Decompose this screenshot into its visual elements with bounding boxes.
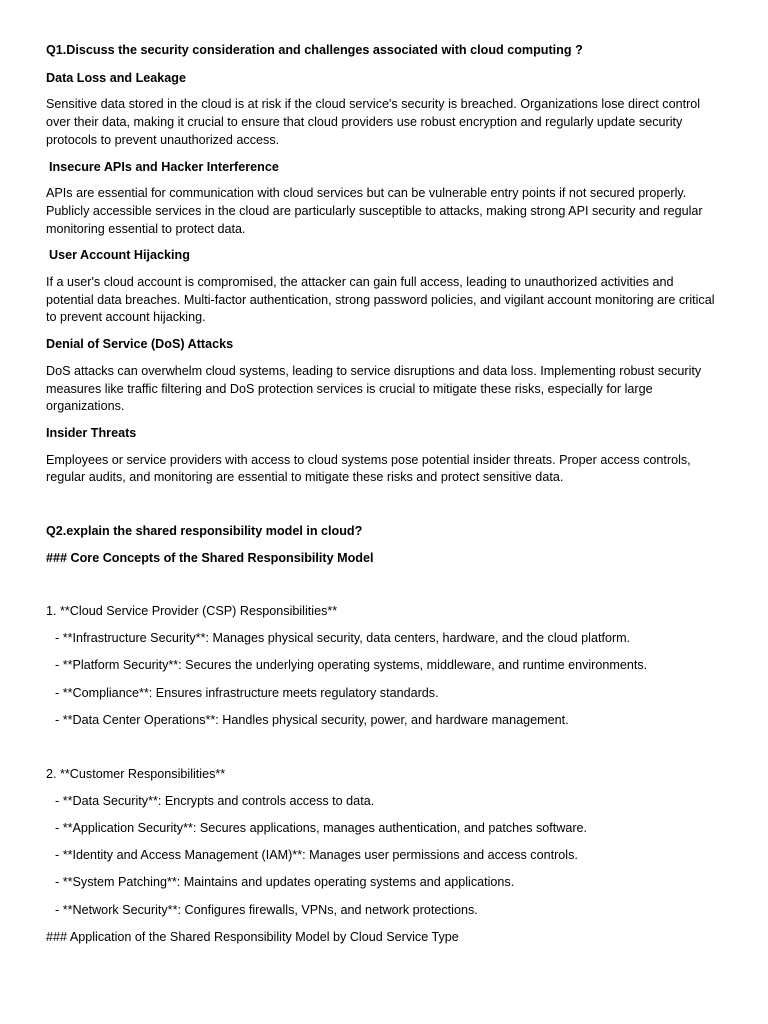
q1-section-insecure-apis (46, 159, 724, 239)
list-item: - **Platform Security**: Secures the underlying operating systems, middleware, and runtime environments. (55, 658, 648, 673)
list-item: - **Data Center Operations**: Handles physical security, power, and hardware management. (55, 712, 569, 727)
q1-section-dos (46, 336, 724, 416)
application-heading: ### Application of the Shared Responsibility Model by Cloud Service Type (46, 929, 459, 944)
list-item: - **System Patching**: Maintains and updates operating systems and applications. (55, 875, 515, 890)
customer-responsibilities (46, 766, 724, 919)
csp-responsibilities (46, 603, 724, 729)
q1-section-insider-threats (46, 425, 724, 487)
q1-title: Q1.Discuss the security consideration and challenges associated with cloud computing ? (46, 43, 583, 57)
list-item: - **Data Security**: Encrypts and controls access to data. (55, 793, 375, 808)
list-heading: 2. **Customer Responsibilities** (46, 766, 226, 781)
section-heading: Data Loss and Leakage (46, 70, 186, 85)
list-item: - **Infrastructure Security**: Manages physical security, data centers, hardware, and the cloud platform. (55, 631, 631, 646)
section-heading: User Account Hijacking (49, 248, 190, 263)
q1-section-data-loss (46, 70, 724, 150)
spacer (46, 496, 724, 523)
section-heading: Insecure APIs and Hacker Interference (49, 159, 279, 174)
section-body: If a user's cloud account is compromised, the attacker can gain full access, leading to unauthorized activities and potential data breaches. Multi-factor authentication, strong password policies, and vigilant account monitoring are critical to prevent account hijacking. (46, 275, 715, 325)
q2-title: Q2.explain the shared responsibility model in cloud? (46, 524, 363, 539)
list-item: - **Compliance**: Ensures infrastructure meets regulatory standards. (55, 685, 439, 700)
list-item: - **Network Security**: Configures firewalls, VPNs, and network protections. (55, 902, 478, 917)
q1-section-account-hijacking (46, 247, 724, 327)
section-heading: Insider Threats (46, 425, 137, 440)
list-heading: 1. **Cloud Service Provider (CSP) Responsibilities** (46, 604, 338, 619)
list-item: - **Identity and Access Management (IAM)**: Manages user permissions and access controls. (55, 848, 578, 863)
section-body: DoS attacks can overwhelm cloud systems, leading to service disruptions and data loss. Implementing robust security measures like traffic filtering and DoS protection services is crucial to mitigate these risks, especially for large organizations. (46, 363, 702, 414)
section-body: APIs are essential for communication with cloud services but can be vulnerable entry points if not secured properly. Publicly accessible services in the cloud are particularly susceptible to attacks, making strong API security and regular monitoring essential to protect data. (46, 186, 703, 236)
core-concepts-heading: ### Core Concepts of the Shared Responsibility Model (46, 550, 374, 565)
spacer (46, 739, 724, 766)
list-item: - **Application Security**: Secures applications, manages authentication, and patches software. (55, 820, 588, 835)
section-body: Employees or service providers with access to cloud systems pose potential insider threats. Proper access controls, regular audits, and monitoring are essential to mitigate these risks and protect sensitive data. (46, 452, 691, 485)
section-heading: Denial of Service (DoS) Attacks (46, 337, 234, 352)
section-body: Sensitive data stored in the cloud is at risk if the cloud service's security is breached. Organizations lose direct control over their data, making it crucial to ensure that cloud providers use robust encryption and regularly update security protocols to prevent unauthorized access. (46, 97, 701, 147)
